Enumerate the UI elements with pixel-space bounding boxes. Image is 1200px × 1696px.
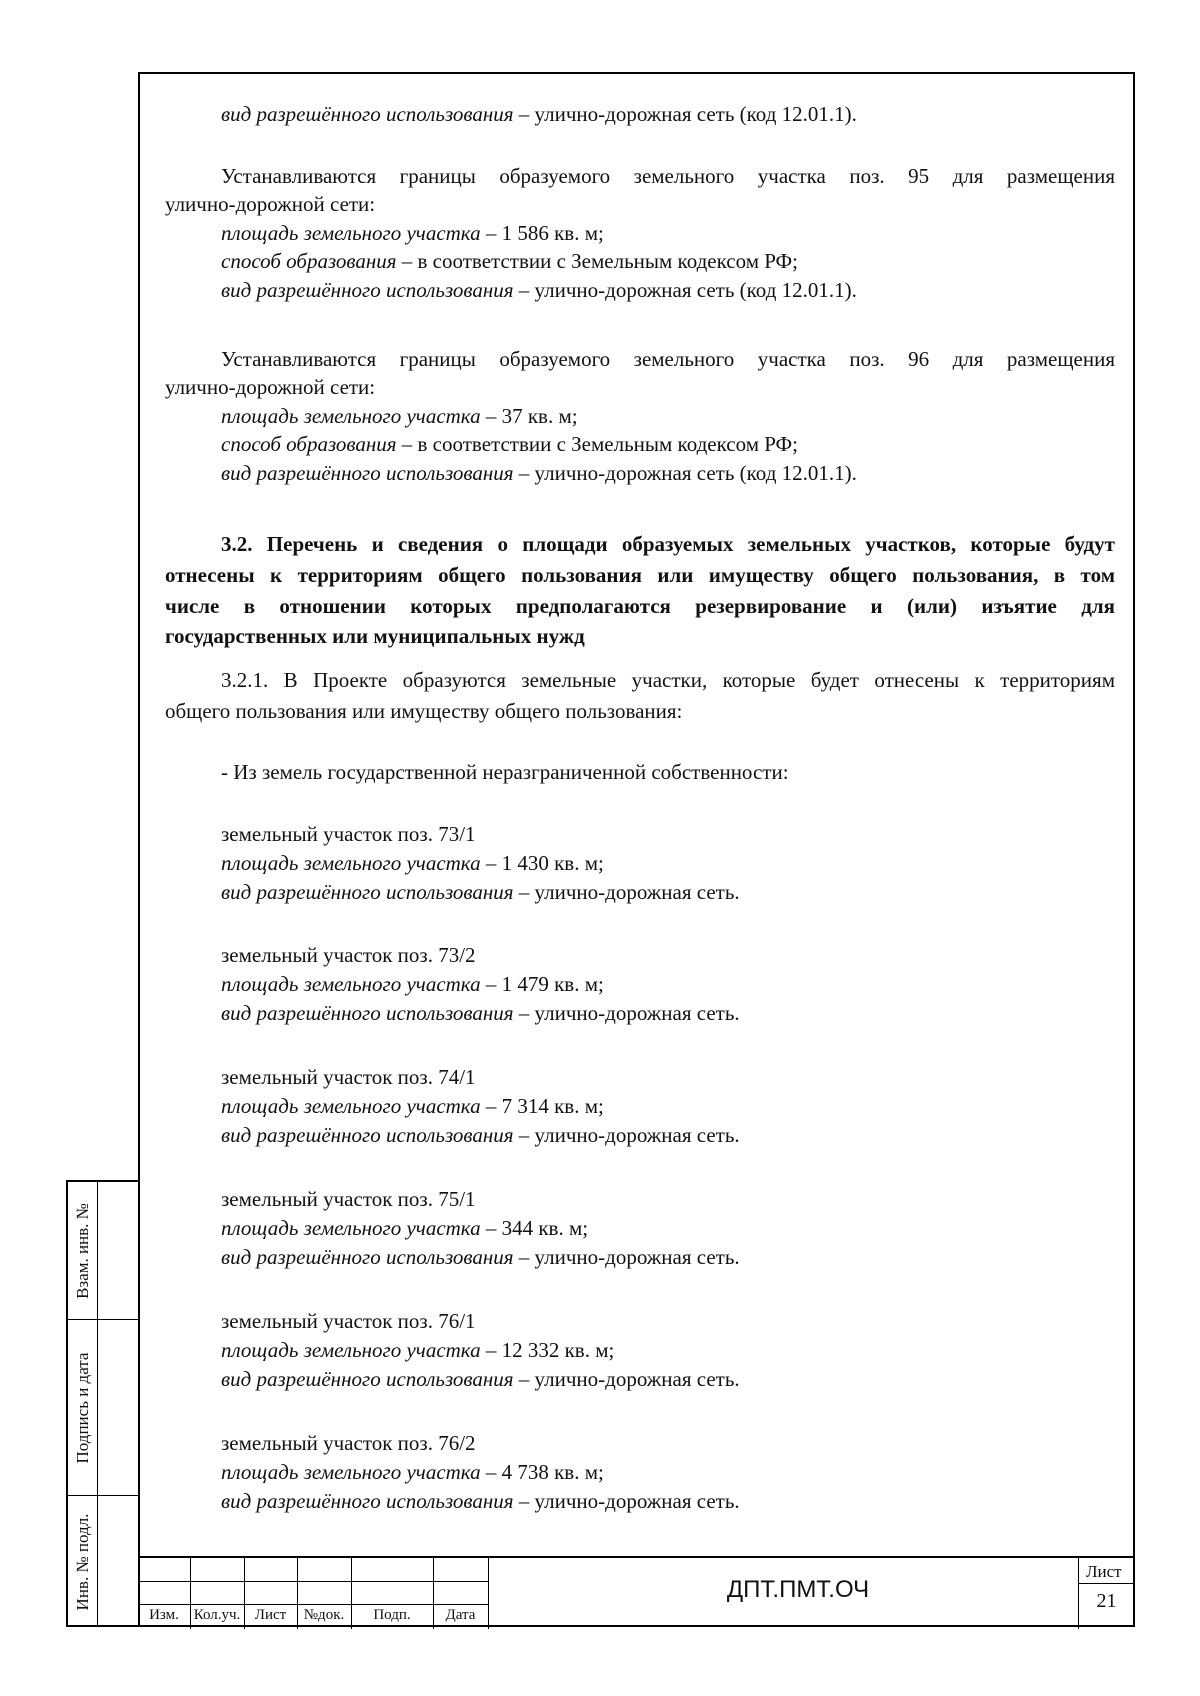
- parcel-vid: [221, 1243, 740, 1271]
- field-label: площадь земельного участка: [221, 972, 481, 996]
- col-izm: Изм.: [149, 1607, 179, 1623]
- field-value: – улично-дорожная сеть.: [513, 880, 740, 904]
- section-heading-line2: отнесены к территориям общего пользования или имуществу общего пользования, в том: [165, 563, 1115, 587]
- paragraph-96-line1: Устанавливаются границы образуемого земельного участка поз. 96 для размещения: [221, 347, 1115, 371]
- col-kolvo: Кол.уч.: [193, 1607, 241, 1623]
- field-value: – в соответствии с Земельным кодексом РФ;: [396, 249, 798, 273]
- field-value: – улично-дорожная сеть.: [513, 1245, 740, 1269]
- parcel-vid: [221, 1487, 740, 1515]
- field-value: – 1 479 кв. м;: [480, 972, 604, 996]
- parcel-title: земельный участок поз. 73/2: [221, 943, 476, 967]
- sheet-label: Лист: [1086, 1562, 1122, 1581]
- parcel-vid: [221, 999, 740, 1027]
- field-label: способ образования: [221, 432, 397, 456]
- parcel-area: [221, 1336, 614, 1364]
- side-row-vzam: [68, 1182, 138, 1320]
- section-heading-line1: 3.2. Перечень и сведения о площади образуемых земельных участков, которые будут: [221, 532, 1115, 556]
- field-label: площадь земельного участка: [221, 221, 481, 245]
- paragraph-96-method: [221, 430, 798, 458]
- side-row-podpis: [68, 1320, 138, 1496]
- field-value: – улично-дорожная сеть.: [513, 1001, 740, 1025]
- parcel-vid: [221, 878, 740, 906]
- paragraph-96-area: [221, 402, 578, 430]
- parcel-area: [221, 849, 604, 877]
- side-stamp: [66, 1180, 138, 1627]
- field-value: – улично-дорожная сеть.: [513, 1367, 740, 1391]
- parcel-area: [221, 970, 604, 998]
- parcel-title: земельный участок поз. 74/1: [221, 1065, 476, 1089]
- field-label: вид разрешённого использования: [221, 1367, 514, 1391]
- field-label: вид разрешённого использования: [221, 1489, 514, 1513]
- field-label: площадь земельного участка: [221, 851, 481, 875]
- field-value: – 7 314 кв. м;: [480, 1094, 604, 1118]
- title-block: [138, 1556, 1135, 1627]
- field-label: вид разрешённого использования: [221, 1245, 514, 1269]
- field-label: вид разрешённого использования: [221, 1001, 514, 1025]
- field-value: – 1 430 кв. м;: [480, 851, 604, 875]
- col-data: Дата: [445, 1607, 476, 1623]
- field-value: – 4 738 кв. м;: [480, 1460, 604, 1484]
- source-line: - Из земель государственной неразграниченной собственности:: [221, 760, 789, 784]
- section-heading-line3: числе в отношении которых предполагаются резервирование и (или) изъятие для: [165, 594, 1115, 618]
- parcel-area: [221, 1214, 588, 1242]
- field-label: вид разрешённого использования: [221, 1123, 514, 1147]
- parcel-title: земельный участок поз. 76/2: [221, 1431, 476, 1455]
- parcel-title: земельный участок поз. 75/1: [221, 1187, 476, 1211]
- field-value: – 344 кв. м;: [480, 1216, 589, 1240]
- field-value: – улично-дорожная сеть (код 12.01.1).: [513, 102, 857, 126]
- field-label: площадь земельного участка: [221, 404, 481, 428]
- field-value: – улично-дорожная сеть.: [513, 1123, 740, 1147]
- field-value: – улично-дорожная сеть.: [513, 1489, 740, 1513]
- document-code: ДПТ.ПМТ.ОЧ: [726, 1576, 870, 1603]
- parcel-area: [221, 1092, 604, 1120]
- field-label: площадь земельного участка: [221, 1216, 481, 1240]
- parcel-title: земельный участок поз. 76/1: [221, 1309, 476, 1333]
- parcel-vid: [221, 1121, 740, 1149]
- field-value: – улично-дорожная сеть (код 12.01.1).: [513, 278, 857, 302]
- col-ndok: №док.: [303, 1607, 345, 1623]
- paragraph-vid-first: [221, 100, 857, 128]
- field-value: – 1 586 кв. м;: [480, 221, 604, 245]
- field-label: вид разрешённого использования: [221, 278, 514, 302]
- paragraph-95-method: [221, 247, 798, 275]
- paragraph-95-area: [221, 219, 604, 247]
- field-label: вид разрешённого использования: [221, 461, 514, 485]
- field-label: площадь земельного участка: [221, 1338, 481, 1362]
- section-321-line1: 3.2.1. В Проекте образуются земельные участки, которые будет отнесены к территориям: [221, 668, 1115, 692]
- section-heading-line4: государственных или муниципальных нужд: [165, 624, 585, 648]
- parcel-area: [221, 1458, 604, 1486]
- field-value: – в соответствии с Земельным кодексом РФ;: [396, 432, 798, 456]
- field-label: площадь земельного участка: [221, 1094, 481, 1118]
- section-321-line2: общего пользования или имуществу общего пользования:: [165, 699, 683, 723]
- paragraph-95-vid: [221, 276, 857, 304]
- parcel-vid: [221, 1365, 740, 1393]
- field-label: площадь земельного участка: [221, 1460, 481, 1484]
- field-value: – улично-дорожная сеть (код 12.01.1).: [513, 461, 857, 485]
- field-value: – 37 кв. м;: [480, 404, 578, 428]
- field-label: вид разрешённого использования: [221, 102, 514, 126]
- field-label: способ образования: [221, 249, 397, 273]
- field-value: – 12 332 кв. м;: [480, 1338, 615, 1362]
- col-list: Лист: [254, 1607, 287, 1623]
- side-label-inv: Инв. № подл.: [72, 1513, 92, 1610]
- side-row-inv: [68, 1496, 138, 1627]
- side-label-vzam: Взам. инв. №: [72, 1202, 92, 1299]
- paragraph-96-line2: улично-дорожной сети:: [165, 375, 376, 399]
- parcel-title: земельный участок поз. 73/1: [221, 822, 476, 846]
- side-label-podpis: Подпись и дата: [72, 1352, 92, 1463]
- paragraph-96-vid: [221, 459, 857, 487]
- sheet-number: 21: [1096, 1590, 1117, 1612]
- col-podp: Подп.: [373, 1607, 411, 1623]
- paragraph-95-line2: улично-дорожной сети:: [165, 192, 376, 216]
- field-label: вид разрешённого использования: [221, 880, 514, 904]
- paragraph-95-line1: Устанавливаются границы образуемого земельного участка поз. 95 для размещения: [221, 164, 1115, 188]
